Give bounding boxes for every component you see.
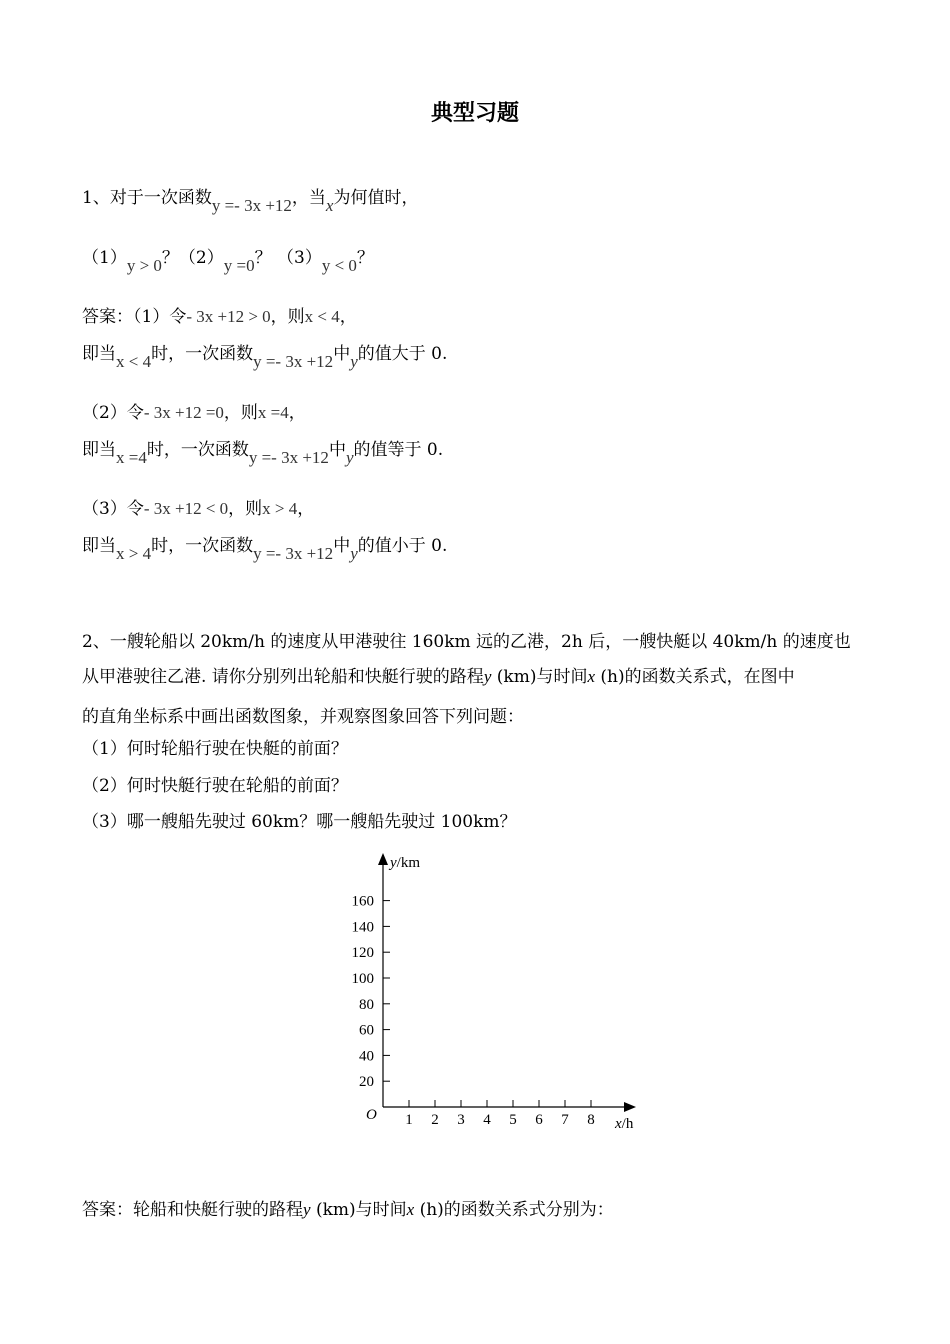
q2-var-x: x: [587, 667, 595, 686]
conclusion-result: 的值小于 0.: [357, 536, 448, 556]
q1-part3-label: ？ （3）: [254, 248, 322, 268]
answer2-end: ，: [288, 403, 306, 423]
q2-line1: 2、一艘轮船以 20km/h 的速度从甲港驶往 160km 远的乙港，2h 后，一艘快艇以 40km/h 的速度也: [82, 632, 851, 652]
answer3-result: x > 4: [262, 499, 298, 518]
answer3-expr: - 3x +12 < 0: [143, 499, 229, 518]
q1-answer3-conclusion: [82, 534, 448, 563]
answer1-result: x < 4: [304, 307, 340, 326]
q2-answer-a: 答案：轮船和快艇行驶的路程: [82, 1200, 303, 1220]
x-ticks: [405, 1100, 595, 1128]
answer-label: 答案：（1）令: [82, 307, 187, 327]
q2-answer: [82, 1198, 614, 1222]
x-tick-label: 7: [561, 1112, 569, 1128]
y-tick-label: 20: [359, 1074, 374, 1091]
q2-subquestion-3: （3）哪一艘船先驶过 60km？哪一艘船先驶过 100km？: [82, 812, 517, 832]
conclusion-zhong: 中: [333, 536, 351, 556]
answer2-then: ，则: [223, 403, 258, 423]
q2-subquestion-1: （1）何时轮船行驶在快艇的前面？: [82, 739, 348, 759]
y-tick-label: 60: [359, 1022, 374, 1039]
q2-line2: [82, 665, 795, 689]
x-axis-arrow-icon: [624, 1102, 636, 1112]
conclusion-x: x < 4: [116, 352, 152, 371]
y-tick-label: 160: [351, 893, 374, 910]
q1-function: y =- 3x +12: [211, 196, 292, 215]
q1-intro: [82, 186, 419, 215]
x-tick-label: 1: [405, 1112, 413, 1128]
y-ticks: [352, 894, 391, 1091]
conclusion-mid: 时，一次函数: [151, 344, 254, 364]
y-tick-label: 120: [351, 945, 374, 962]
q1-answer3: [82, 497, 314, 521]
coordinate-axes: [340, 845, 660, 1140]
x-tick-label: 6: [535, 1112, 543, 1128]
conclusion-y: y: [350, 352, 358, 371]
q2-var-y: y: [483, 667, 492, 686]
answer1-then: ，则: [270, 307, 305, 327]
q1-intro-c: 为何值时，: [333, 188, 419, 208]
y-tick-label: 80: [359, 996, 374, 1013]
answer1-expr: - 3x +12 > 0: [186, 307, 271, 326]
q1-intro-a: 1、对于一次函数: [82, 188, 212, 208]
y-axis-label: [388, 855, 420, 871]
conclusion-mid: 时，一次函数: [151, 536, 254, 556]
page-title: 典型习题: [430, 101, 519, 126]
q2-answer-c: (h)的函数关系式分别为：: [414, 1200, 614, 1220]
q1-part3-expr: y < 0: [321, 256, 357, 275]
answer1-end: ，: [339, 307, 357, 327]
q2-line2-b: (km)与时间: [491, 667, 588, 687]
q1-var-x: x: [325, 196, 334, 215]
q1-answer1-conclusion: [82, 342, 448, 371]
q2-answer-b: (km)与时间: [310, 1200, 407, 1220]
conclusion-prefix: 即当: [82, 536, 116, 556]
q2-answer-var-x: x: [406, 1200, 415, 1219]
x-tick-label: 4: [483, 1112, 491, 1128]
answer3-then: ，则: [228, 499, 263, 519]
x-tick-label: 3: [457, 1112, 465, 1128]
y-axis-unit: /km: [396, 855, 421, 871]
conclusion-result: 的值大于 0.: [357, 344, 448, 364]
answer2-label: （2）令: [82, 403, 144, 423]
x-axis-unit: /h: [621, 1116, 634, 1132]
q2-line3: 的直角坐标系中画出函数图象，并观察图象回答下列问题：: [82, 707, 524, 727]
conclusion-func: y =- 3x +12: [248, 448, 329, 467]
conclusion-result: 的值等于 0.: [353, 440, 444, 460]
q1-answer1: [82, 305, 357, 329]
q1-intro-b: ，当: [291, 188, 326, 208]
q2-line2-a: 从甲港驶往乙港. 请你分别列出轮船和快艇行驶的路程: [82, 667, 484, 687]
answer2-result: x =4: [257, 403, 289, 422]
y-axis-arrow-icon: [378, 853, 388, 865]
q1-part1-label: （1）: [82, 248, 127, 268]
q1-answer2: [82, 401, 306, 425]
y-tick-label: 40: [359, 1048, 374, 1065]
answer2-expr: - 3x +12 =0: [143, 403, 224, 422]
y-tick-label: 100: [351, 971, 374, 987]
x-axis-label: [614, 1116, 634, 1132]
q2-subquestion-2: （2）何时快艇行驶在轮船的前面？: [82, 776, 348, 796]
conclusion-zhong: 中: [328, 440, 346, 460]
x-tick-label: 8: [587, 1112, 595, 1128]
conclusion-func: y =- 3x +12: [253, 352, 334, 371]
q1-parts-end: ？: [356, 248, 374, 268]
conclusion-mid: 时，一次函数: [146, 440, 249, 460]
x-tick-label: 2: [431, 1112, 439, 1128]
q1-part2-label: ？（2）: [161, 248, 224, 268]
conclusion-x: x > 4: [116, 544, 152, 563]
x-axis-var: x: [615, 1116, 622, 1132]
q1-answer2-conclusion: [82, 438, 444, 467]
q1-parts: [82, 246, 374, 275]
q1-part1-expr: y > 0: [126, 256, 162, 275]
x-tick-label: 5: [509, 1112, 517, 1128]
answer3-end: ，: [297, 499, 315, 519]
origin-label: O: [366, 1107, 377, 1123]
axis-layer: [378, 853, 636, 1112]
conclusion-zhong: 中: [333, 344, 351, 364]
q2-line2-c: (h)的函数关系式，在图中: [595, 667, 795, 687]
conclusion-prefix: 即当: [82, 440, 116, 460]
q1-part2-expr: y =0: [223, 256, 255, 275]
conclusion-prefix: 即当: [82, 344, 116, 364]
y-tick-label: 140: [351, 919, 374, 936]
answer3-label: （3）令: [82, 499, 144, 519]
q2-answer-var-y: y: [303, 1200, 311, 1219]
conclusion-y: y: [350, 544, 358, 563]
conclusion-y: y: [345, 448, 354, 467]
conclusion-func: y =- 3x +12: [253, 544, 334, 563]
conclusion-x: x =4: [116, 448, 147, 467]
y-axis-var: y: [390, 855, 397, 871]
